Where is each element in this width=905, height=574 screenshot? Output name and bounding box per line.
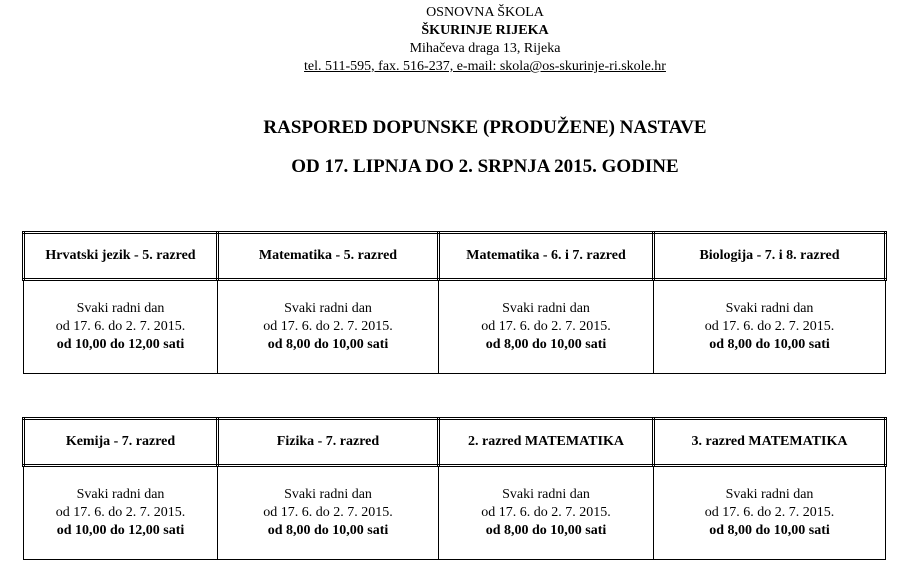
schedule-hours: od 8,00 do 10,00 sati — [267, 523, 389, 538]
subject-header: Matematika - 5. razred — [218, 233, 439, 280]
table-header-row — [24, 233, 886, 280]
subject-header: Fizika - 7. razred — [218, 419, 439, 466]
document-title: RASPORED DOPUNSKE (PRODUŽENE) NASTAVE — [263, 117, 707, 138]
schedule-dates: od 17. 6. do 2. 7. 2015. — [55, 505, 186, 520]
schedule-days: Svaki radni dan — [284, 301, 372, 316]
schedule-days: Svaki radni dan — [502, 487, 590, 502]
schedule-cell — [654, 280, 886, 374]
schedule-cell — [439, 466, 654, 560]
schedule-days: Svaki radni dan — [725, 301, 814, 316]
schedule-table-1 — [22, 231, 887, 374]
schedule-days: Svaki radni dan — [76, 301, 165, 316]
schedule-days: Svaki radni dan — [76, 487, 165, 502]
document-subtitle: OD 17. LIPNJA DO 2. SRPNJA 2015. GODINE — [291, 156, 679, 177]
schedule-cell — [24, 466, 218, 560]
schedule-days: Svaki radni dan — [725, 487, 814, 502]
subject-header: Kemija - 7. razred — [24, 419, 218, 466]
schedule-hours: od 8,00 do 10,00 sati — [267, 337, 389, 352]
schedule-hours: od 8,00 do 10,00 sati — [485, 523, 607, 538]
schedule-hours: od 8,00 do 10,00 sati — [485, 337, 607, 352]
schedule-cell — [654, 466, 886, 560]
schedule-dates: od 17. 6. do 2. 7. 2015. — [704, 505, 835, 520]
subject-header: Hrvatski jezik - 5. razred — [24, 233, 218, 280]
schedule-dates: od 17. 6. do 2. 7. 2015. — [481, 505, 611, 520]
schedule-table-2 — [22, 417, 887, 560]
schedule-dates: od 17. 6. do 2. 7. 2015. — [263, 319, 393, 334]
schedule-hours: od 8,00 do 10,00 sati — [709, 523, 830, 538]
school-header — [0, 4, 905, 76]
schedule-days: Svaki radni dan — [284, 487, 372, 502]
schedule-dates: od 17. 6. do 2. 7. 2015. — [263, 505, 393, 520]
table-row — [24, 466, 886, 560]
school-contact: tel. 511-595, fax. 516-237, e-mail: skola@os-skurinje-ri.skole.hr — [304, 59, 666, 74]
schedule-dates: od 17. 6. do 2. 7. 2015. — [55, 319, 186, 334]
schedule-cell — [24, 280, 218, 374]
table-header-row — [24, 419, 886, 466]
schedule-dates: od 17. 6. do 2. 7. 2015. — [481, 319, 611, 334]
subject-header: 3. razred MATEMATIKA — [654, 419, 886, 466]
schedule-cell — [439, 280, 654, 374]
schedule-cell — [218, 466, 439, 560]
school-type: OSNOVNA ŠKOLA — [426, 5, 544, 20]
school-name: ŠKURINJE RIJEKA — [421, 23, 549, 38]
table-row — [24, 280, 886, 374]
schedule-hours: od 8,00 do 10,00 sati — [709, 337, 830, 352]
schedule-hours: od 10,00 do 12,00 sati — [56, 523, 185, 538]
subject-header: Biologija - 7. i 8. razred — [654, 233, 886, 280]
school-address: Mihačeva draga 13, Rijeka — [409, 41, 561, 56]
schedule-cell — [218, 280, 439, 374]
subject-header: Matematika - 6. i 7. razred — [439, 233, 654, 280]
schedule-days: Svaki radni dan — [502, 301, 590, 316]
schedule-dates: od 17. 6. do 2. 7. 2015. — [704, 319, 835, 334]
subject-header: 2. razred MATEMATIKA — [439, 419, 654, 466]
schedule-hours: od 10,00 do 12,00 sati — [56, 337, 185, 352]
